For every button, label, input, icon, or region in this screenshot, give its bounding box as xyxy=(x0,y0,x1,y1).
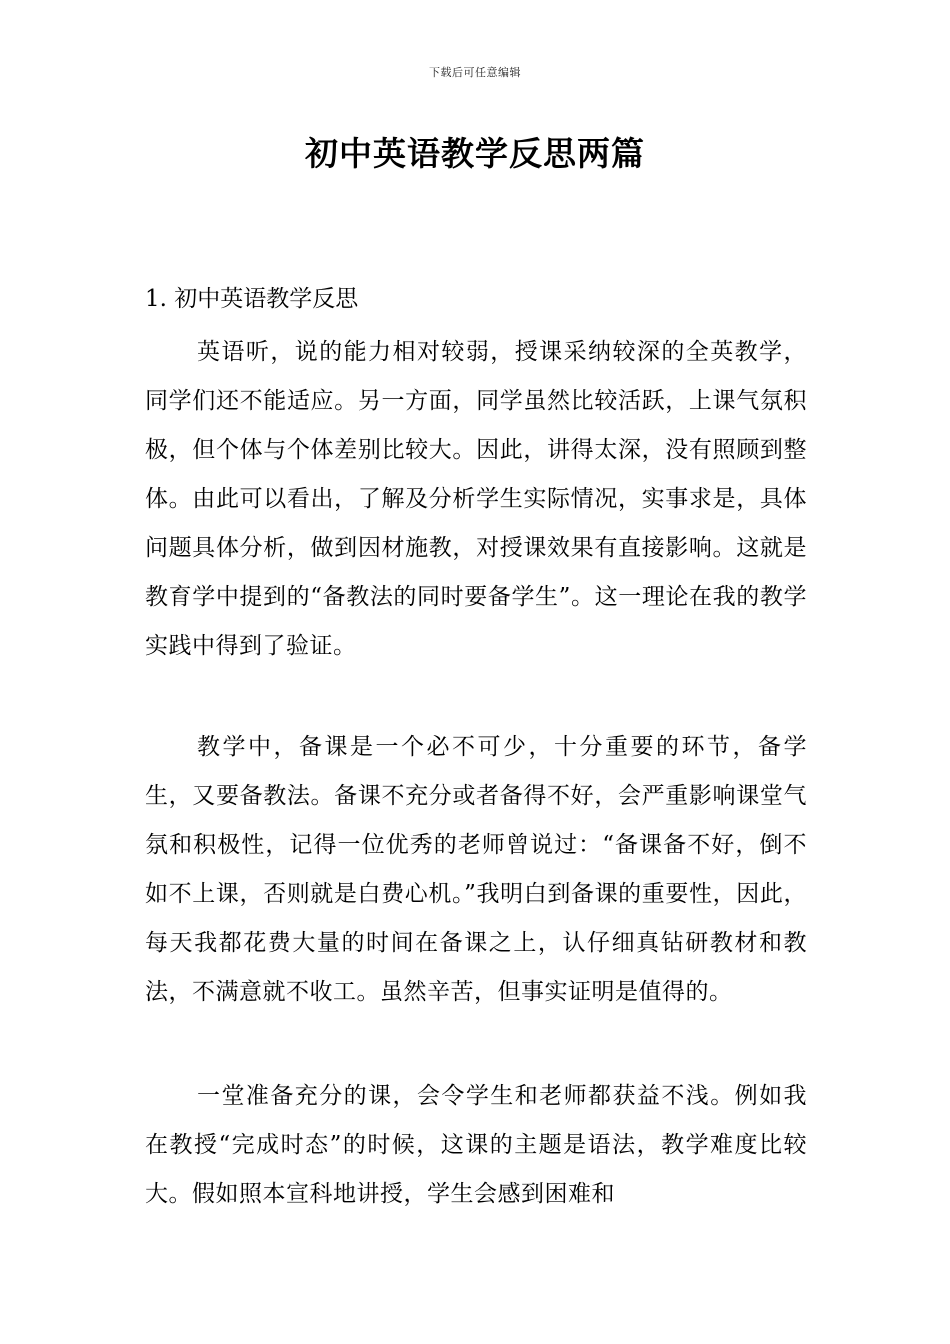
section-heading: 1. 初中英语教学反思 xyxy=(145,286,359,312)
body-paragraph-3: 一堂准备充分的课，会令学生和老师都获益不浅。例如我在教授“完成时态”的时候，这课的主题是语法，教学难度比较大。假如照本宣科地讲授，学生会感到困难和 xyxy=(145,1083,807,1207)
body-paragraph-1: 英语听，说的能力相对较弱，授课采纳较深的全英教学，同学们还不能适应。另一方面，同学虽然比较活跃，上课气氛积极，但个体与个体差别比较大。因此，讲得太深，没有照顾到整体。由此可以看出，了解及分析学生实际情况，实事求是，具体问题具体分析，做到因材施教，对授课效果有直接影响。这就是教育学中提到的“备教法的同时要备学生”。这一理论在我的教学实践中得到了验证。 xyxy=(145,339,807,659)
document-title: 初中英语教学反思两篇 xyxy=(305,134,645,173)
header-note: 下载后可任意编辑 xyxy=(429,66,521,79)
body-paragraph-2: 教学中，备课是一个必不可少，十分重要的环节，备学生，又要备教法。备课不充分或者备得不好，会严重影响课堂气氛和积极性，记得一位优秀的老师曾说过：“备课备不好，倒不如不上课，否则就是白费心机。”我明白到备课的重要性，因此，每天我都花费大量的时间在备课之上，认仔细真钻研教材和教法，不满意就不收工。虽然辛苦，但事实证明是值得的。 xyxy=(145,734,807,1005)
